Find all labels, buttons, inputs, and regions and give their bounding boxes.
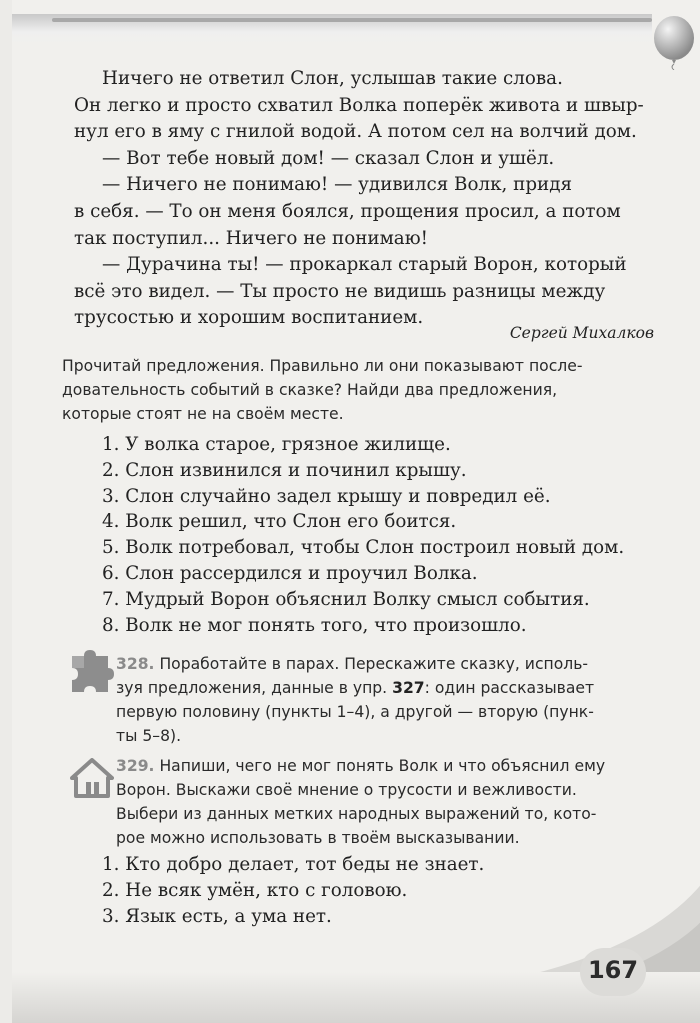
- list-item: 2. Не всяк умён, кто с головою.: [102, 879, 408, 901]
- author-name: Сергей Михалков: [509, 324, 654, 342]
- task-327-instructions: [62, 354, 654, 426]
- story-line: так поступил... Ничего не понимаю!: [74, 227, 428, 249]
- story-line: Ничего не ответил Слон, услышав такие слова.: [102, 68, 563, 89]
- story-line: — Дурачина ты! — прокаркал старый Ворон, который: [102, 254, 627, 276]
- task-328: [116, 652, 654, 748]
- list-item: 2. Слон извинился и починил крышу.: [102, 459, 467, 481]
- task-line: первую половину (пункты 1–4), а другой — вторую (пунк-: [116, 703, 594, 721]
- list-item: 1. У волка старое, грязное жилище.: [102, 434, 451, 455]
- story-line: Он легко и просто схватил Волка поперёк живота и швыр-: [74, 94, 644, 116]
- task-328-line1: [116, 652, 654, 676]
- list-item: 4. Волк решил, что Слон его боится.: [102, 511, 457, 533]
- story-line: нул его в яму с гнилой водой. А потом сел на волчий дом.: [74, 121, 637, 143]
- list-item: 3. Слон случайно задел крышу и повредил её.: [102, 485, 551, 507]
- task-line: рое можно использовать в твоём высказывании.: [116, 829, 520, 847]
- story-line: трусостью и хорошим воспитанием.: [74, 307, 424, 329]
- task-line: ты 5–8).: [116, 727, 182, 745]
- task-line: которые стоят не на своём месте.: [62, 405, 344, 423]
- textbook-page: [12, 0, 700, 1023]
- task-329-line1: [116, 754, 654, 778]
- story-line: — Ничего не понимаю! — удивился Волк, придя: [102, 174, 573, 196]
- task-328-line2: [116, 676, 654, 700]
- exercise-reference: 327: [392, 679, 425, 697]
- task-line: Напиши, чего не мог понять Волк и что объяснил ему: [159, 757, 606, 775]
- page-number: 167: [587, 956, 639, 984]
- task-line: зуя предложения, данные в упр.: [116, 679, 388, 697]
- task-line: Поработайте в парах. Перескажите сказку, исполь-: [159, 655, 589, 673]
- task-328-number: 328.: [116, 655, 155, 673]
- list-item: 6. Слон рассердился и проучил Волка.: [102, 562, 478, 584]
- task-329-number: 329.: [116, 757, 155, 775]
- story-line: в себя. — То он меня боялся, прощения просил, а потом: [74, 200, 621, 222]
- task-line: довательность событий в сказке? Найди два предложения,: [62, 381, 558, 399]
- puzzle-icon: [68, 648, 114, 694]
- task-line: Ворон. Выскажи своё мнение о трусости и вежливости.: [116, 781, 577, 799]
- list-item: 3. Язык есть, а ума нет.: [102, 905, 332, 927]
- task-329: [116, 754, 654, 850]
- task-327-list: [102, 432, 662, 638]
- task-line: : один рассказывает: [424, 679, 595, 697]
- balloon-icon: [648, 14, 698, 70]
- list-item: 8. Волк не мог понять того, что произошло.: [102, 614, 527, 636]
- page-number-badge: [580, 948, 646, 996]
- house-icon: [70, 758, 114, 798]
- list-item: 1. Кто добро делает, тот беды не знает.: [102, 854, 485, 875]
- list-item: 7. Мудрый Ворон объяснил Волку смысл события.: [102, 588, 590, 610]
- task-line: Выбери из данных метких народных выражений то, кото-: [116, 805, 597, 823]
- story-line: всё это видел. — Ты просто не видишь разницы между: [74, 280, 606, 302]
- list-item: 5. Волк потребовал, чтобы Слон построил новый дом.: [102, 537, 625, 559]
- story-text: [74, 66, 654, 332]
- header-rule: [52, 18, 652, 22]
- story-line: — Вот тебе новый дом! — сказал Слон и ушёл.: [102, 147, 555, 169]
- task-line: Прочитай предложения. Правильно ли они показывают после-: [62, 357, 583, 375]
